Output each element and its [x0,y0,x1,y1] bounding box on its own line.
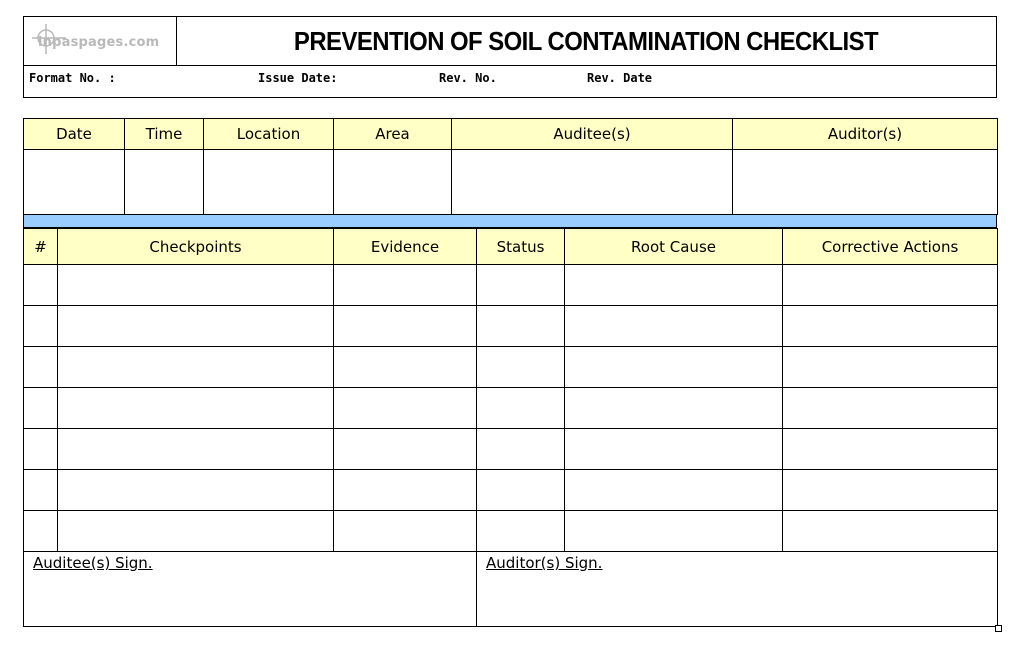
number-cell[interactable] [24,388,58,429]
issue-date-label: Issue Date: [258,71,338,85]
logo-text: inpaspages.com [38,35,160,50]
checkpoint-cell[interactable] [58,429,334,470]
auditors-header: Auditor(s) [733,119,998,150]
evidence-cell[interactable] [334,347,477,388]
location-header: Location [204,119,334,150]
checkpoint-cell[interactable] [58,511,334,552]
checkpoint-cell[interactable] [58,265,334,306]
meta-row [24,65,996,98]
root-cause-cell[interactable] [565,470,783,511]
time-field[interactable] [125,150,204,215]
status-cell[interactable] [477,429,565,470]
corrective-action-cell[interactable] [783,511,998,552]
root-cause-cell[interactable] [565,347,783,388]
area-header: Area [334,119,452,150]
checkpoint-cell[interactable] [58,470,334,511]
auditee-sign-label: Auditee(s) Sign. [33,554,153,572]
date-header: Date [24,119,125,150]
root-cause-header: Root Cause [565,229,783,265]
status-cell[interactable] [477,347,565,388]
auditees-field[interactable] [452,150,733,215]
status-cell[interactable] [477,265,565,306]
corrective-action-cell[interactable] [783,388,998,429]
number-cell[interactable] [24,470,58,511]
root-cause-cell[interactable] [565,388,783,429]
status-cell[interactable] [477,470,565,511]
root-cause-cell[interactable] [565,511,783,552]
time-header: Time [125,119,204,150]
rev-no-label: Rev. No. [439,71,497,85]
corrective-action-cell[interactable] [783,306,998,347]
root-cause-cell[interactable] [565,306,783,347]
evidence-header: Evidence [334,229,477,265]
auditor-sign-cell[interactable] [477,552,998,627]
corrective-action-cell[interactable] [783,470,998,511]
checkpoints-header: Checkpoints [58,229,334,265]
number-cell[interactable] [24,265,58,306]
number-cell[interactable] [24,511,58,552]
date-field[interactable] [24,150,125,215]
checkpoint-cell[interactable] [58,347,334,388]
page-title: PREVENTION OF SOIL CONTAMINATION CHECKLIST [293,26,879,56]
corrective-action-cell[interactable] [783,429,998,470]
auditor-sign-label: Auditor(s) Sign. [486,554,603,572]
number-cell[interactable] [24,429,58,470]
table-row [24,265,998,306]
evidence-cell[interactable] [334,306,477,347]
evidence-cell[interactable] [334,265,477,306]
table-row [24,429,998,470]
auditors-field[interactable] [733,150,998,215]
evidence-cell[interactable] [334,511,477,552]
resize-handle[interactable] [995,625,1002,632]
corrective-action-cell[interactable] [783,347,998,388]
location-field[interactable] [204,150,334,215]
status-cell[interactable] [477,511,565,552]
corrective-action-cell[interactable] [783,265,998,306]
form-header [23,16,997,98]
status-header: Status [477,229,565,265]
evidence-cell[interactable] [334,470,477,511]
rev-date-label: Rev. Date [587,71,653,85]
root-cause-cell[interactable] [565,265,783,306]
table-row [24,511,998,552]
number-header: # [24,229,58,265]
logo-cell [24,17,177,65]
evidence-cell[interactable] [334,388,477,429]
checkpoint-cell[interactable] [58,306,334,347]
status-cell[interactable] [477,388,565,429]
number-cell[interactable] [24,306,58,347]
table-row [24,388,998,429]
status-cell[interactable] [477,306,565,347]
corrective-actions-header: Corrective Actions [783,229,998,265]
evidence-cell[interactable] [334,429,477,470]
auditees-header: Auditee(s) [452,119,733,150]
audit-info-table [23,118,998,215]
area-field[interactable] [334,150,452,215]
separator-bar [23,214,997,228]
table-row [24,306,998,347]
root-cause-cell[interactable] [565,429,783,470]
signature-table [23,551,998,627]
number-cell[interactable] [24,347,58,388]
table-row [24,470,998,511]
checkpoint-cell[interactable] [58,388,334,429]
auditee-sign-cell[interactable] [24,552,477,627]
table-row [24,347,998,388]
format-no-label: Format No. : [29,71,116,85]
checklist-table [23,228,998,552]
